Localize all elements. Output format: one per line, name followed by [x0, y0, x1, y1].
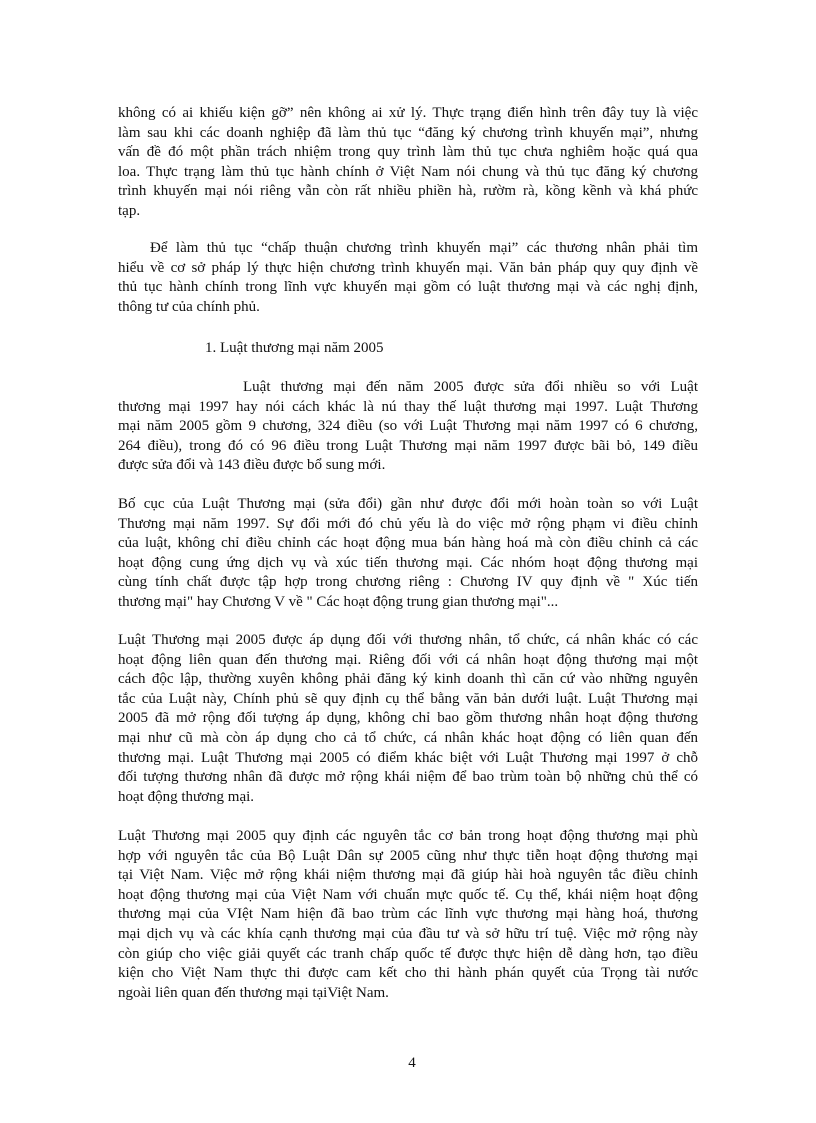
text-line: hoạt động thương mại của Việt Nam với chuẩn mực quốc tế. Cụ thể, khái niệm hoạt động — [118, 886, 698, 903]
text-line: Để làm thủ tục “chấp thuận chương trình khuyến mại” các thương nhân phải tìm — [150, 240, 698, 256]
text-line: cách độc lập, thường xuyên không phải đăng ký kinh doanh thì căn cứ vào những nguyên — [118, 671, 698, 688]
text-line: hiểu về cơ sở pháp lý thực hiện chương trình khuyến mại. Văn bản pháp quy quy định về — [118, 259, 698, 276]
text-line: Thương mại năm 1997. Sự đổi mới đó chủ yếu là do việc mở rộng phạm vi điều chỉnh — [118, 515, 698, 532]
text-line: của luật, không chỉ điều chỉnh các hoạt động mua bán hàng hoá mà còn điều chỉnh cả các — [118, 535, 698, 552]
text-line: kiện cho Việt Nam thực thi được cam kết cho thi hành phán quyết của Trọng tài nước — [118, 965, 698, 982]
text-line: loa. Thực trạng làm thủ tục hành chính ở Việt Nam nói chung và thủ tục đăng ký chương — [118, 163, 698, 180]
text-line: hoạt động liên quan đến thương mại. Riêng đối với cá nhân hoạt động thương mại một — [118, 651, 698, 668]
text-line: 2005 đã mở rộng đối tượng áp dụng, không chỉ bao gồm thương nhân hoạt động thương — [118, 710, 698, 727]
text-line: ngoài liên quan đến thương mại tạiViệt Nam. — [118, 984, 389, 1001]
section-heading — [205, 339, 605, 359]
paragraph-procedure — [118, 239, 698, 317]
text-line: trình khuyến mại nói riêng vẫn còn rất nhiều phiền hà, rườm rà, kồng kềnh và khá phức — [118, 183, 698, 200]
text-line: được sửa đổi và 143 điều được bổ sung mới. — [118, 457, 386, 474]
text-line: thương mại" hay Chương V về " Các hoạt động trung gian thương mại"... — [118, 593, 559, 610]
text-line: mại năm 2005 gồm 9 chương, 324 điều (so với Luật Thương mại năm 1997 có 6 chương, — [118, 418, 698, 435]
paragraph-structure — [118, 495, 698, 613]
text-line: tắc của Luật này, Chính phủ sẽ quy định cụ thể bằng văn bản dưới luật. Luật Thương mại — [118, 690, 698, 707]
text-line: thương mại. Luật Thương mại 2005 có điểm khác biệt với Luật Thương mại 1997 ở chỗ — [118, 749, 698, 766]
text-line: thông tư của chính phủ. — [118, 298, 260, 315]
text-line: 1. Luật thương mại năm 2005 — [205, 340, 384, 356]
text-line: còn giúp cho việc giải quyết các tranh chấp quốc tế được thực hiện dễ dàng hơn, tạo điều — [118, 945, 698, 962]
text-line: 264 điều), trong đó có 96 điều trong Luật Thương mại năm 1997 được bãi bỏ, 149 điều — [118, 437, 698, 454]
text-line: đối tượng thương nhân đã được mở rộng khái niệm để bao trùm toàn bộ những chủ thể có — [118, 769, 698, 786]
text-line: thủ tục hành chính trong lĩnh vực khuyến mại gồm có luật thương mại và các nghị định, — [118, 279, 698, 296]
text-line: tạp. — [118, 202, 141, 219]
text-line: làm sau khi các doanh nghiệp đã làm thủ tục “đăng ký chương trình khuyến mại”, nhưng — [118, 124, 698, 141]
text-line: mại dịch vụ và các khía cạnh thương mại của đầu tư và sở hữu trí tuệ. Việc mở rộng này — [118, 925, 698, 942]
text-line: cùng tính chất được tập hợp trong chương riêng : Chương IV quy định về " Xúc tiến — [118, 574, 698, 591]
paragraph-principles — [118, 827, 698, 1003]
text-line: thương mại của VIệt Nam hiện đã bao trùm các lĩnh vực thương mại hàng hoá, thương — [118, 906, 698, 923]
text-line: Luật thương mại đến năm 2005 được sửa đổi nhiều so với Luật — [243, 379, 698, 395]
paragraph-intro — [118, 104, 698, 222]
text-line: Bố cục của Luật Thương mại (sửa đổi) gần như được đổi mới hoàn toàn so với Luật — [118, 496, 698, 512]
page-number: 4 — [408, 1055, 416, 1071]
paragraph-law-2005 — [118, 378, 698, 476]
paragraph-scope — [118, 631, 698, 807]
text-line: Luật Thương mại 2005 quy định các nguyên tắc cơ bản trong hoạt động thương mại phù — [118, 828, 698, 844]
text-line: Luật Thương mại 2005 được áp dụng đối với thương nhân, tổ chức, cá nhân khác có các — [118, 632, 698, 648]
text-line: thương mại 1997 hay nói cách khác là nú thay thế luật thương mại 1997. Luật Thương — [118, 398, 698, 415]
text-line: mại như cũ mà còn áp dụng cho cả tổ chức, cá nhân khác hoạt động có liên quan đến — [118, 729, 698, 746]
text-line: vấn đề đó một phần trách nhiệm trong quy trình làm thủ tục chưa nghiêm hoặc quá qua — [118, 144, 698, 161]
text-line: hoạt động thương mại. — [118, 788, 255, 805]
text-line: tại Việt Nam. Việc mở rộng khái niệm thương mại đã giúp hài hoà nguyên tắc điều chỉnh — [118, 867, 698, 884]
text-line: không có ai khiếu kiện gỡ” nên không ai xử lý. Thực trạng điển hình trên đây tuy là việc — [118, 105, 698, 121]
text-line: hợp với nguyên tắc của Bộ Luật Dân sự 2005 cũng như thực tiễn hoạt động thương mại — [118, 847, 698, 864]
text-line: hoạt động cung ứng dịch vụ và xúc tiến thương mại. Các nhóm hoạt động thương mại — [118, 554, 698, 571]
